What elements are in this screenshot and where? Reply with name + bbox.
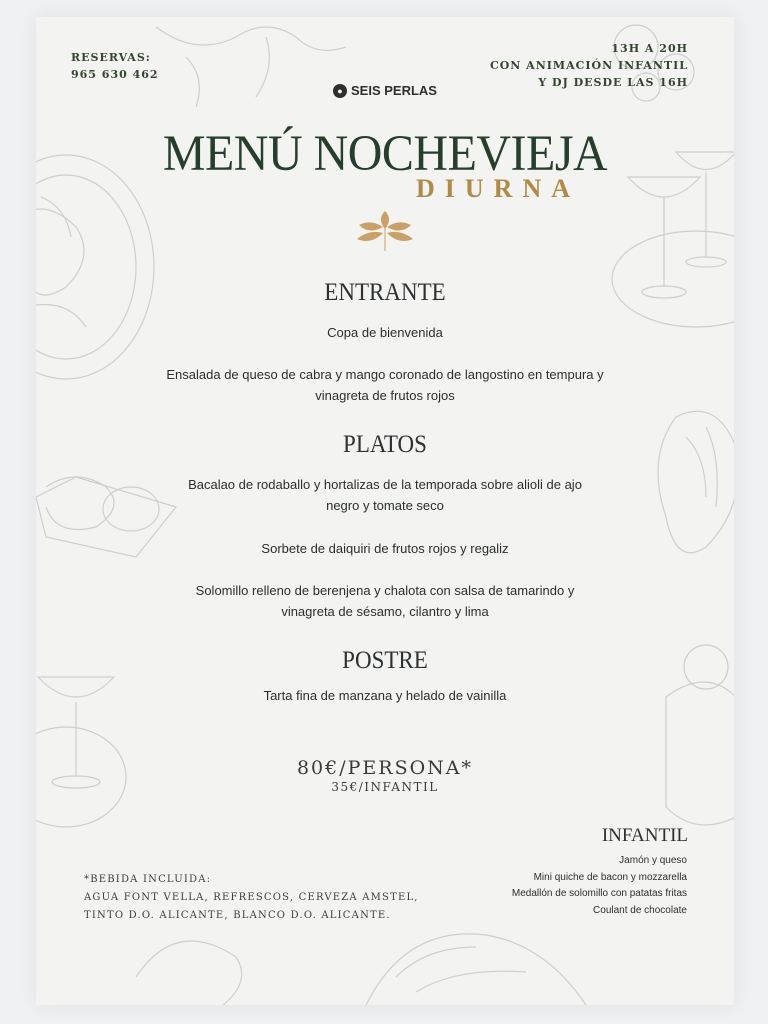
section-heading-entrante: ENTRANTE: [324, 279, 446, 306]
plate-illustration-icon: [36, 155, 154, 379]
wine-glass-illustration-icon: [36, 677, 126, 827]
menu-item: Copa de bienvenida: [327, 325, 443, 340]
bottom-illustration-icon: [136, 934, 586, 1005]
bread-board-illustration-icon: [36, 477, 176, 557]
golden-sprig-icon: [354, 207, 416, 253]
infantil-item: Mini quiche de bacon y mozzarella: [533, 871, 687, 883]
section-heading-platos: PLATOS: [343, 431, 427, 458]
reservas-block: [71, 49, 159, 83]
infantil-item: Medallón de solomillo con patatas fritas: [511, 888, 687, 899]
bebida-note: [84, 871, 419, 925]
seis-perlas-logo-icon: ●: [333, 84, 347, 98]
price-child: 35€/INFANTIL: [331, 780, 439, 794]
bebida-line-2: AGUA FONT VELLA, REFRESCOS, CERVEZA AMSTEL,: [84, 892, 419, 903]
price-adult: 80€/PERSONA*: [296, 757, 474, 779]
page-title: MENÚ NOCHEVIEJA: [162, 126, 608, 182]
bebida-line-1: *BEBIDA INCLUIDA:: [84, 874, 212, 885]
menu-item: Bacalao de rodaballo y hortalizas de la temporada sobre alioli de ajo negro y tomate seco: [188, 477, 582, 513]
hours-line-2: CON ANIMACIÓN INFANTIL: [489, 59, 688, 72]
menu-item: Solomillo relleno de berenjena y chalota con salsa de tamarindo y vinagreta de sésamo, cilantro y lima: [195, 583, 575, 619]
brand-logo: [36, 83, 734, 98]
reservas-label: RESERVAS:: [71, 51, 151, 64]
logo-text: SEIS PERLAS: [351, 83, 437, 98]
infantil-heading: INFANTIL: [601, 825, 688, 846]
page-subtitle: DIURNA: [416, 174, 580, 203]
section-heading-postre: POSTRE: [342, 647, 428, 674]
hours-line-1: 13H A 20H: [611, 42, 688, 55]
reservas-phone[interactable]: 965 630 462: [71, 68, 159, 81]
hours-line-3: Y DJ DESDE LAS 16H: [538, 76, 688, 89]
infantil-list: [512, 853, 687, 919]
menu-card: [36, 17, 734, 1005]
menu-item: Tarta fina de manzana y helado de vainilla: [263, 688, 507, 703]
menu-item: Sorbete de daiquiri de frutos rojos y regaliz: [261, 541, 509, 556]
infantil-item: Coulant de chocolate: [593, 904, 687, 916]
bebida-line-3: TINTO D.O. ALICANTE, BLANCO D.O. ALICANTE.: [84, 910, 391, 921]
infantil-item: Jamón y queso: [619, 855, 687, 866]
menu-item: Ensalada de queso de cabra y mango coronado de langostino en tempura y vinagreta de frutos rojos: [166, 367, 604, 403]
